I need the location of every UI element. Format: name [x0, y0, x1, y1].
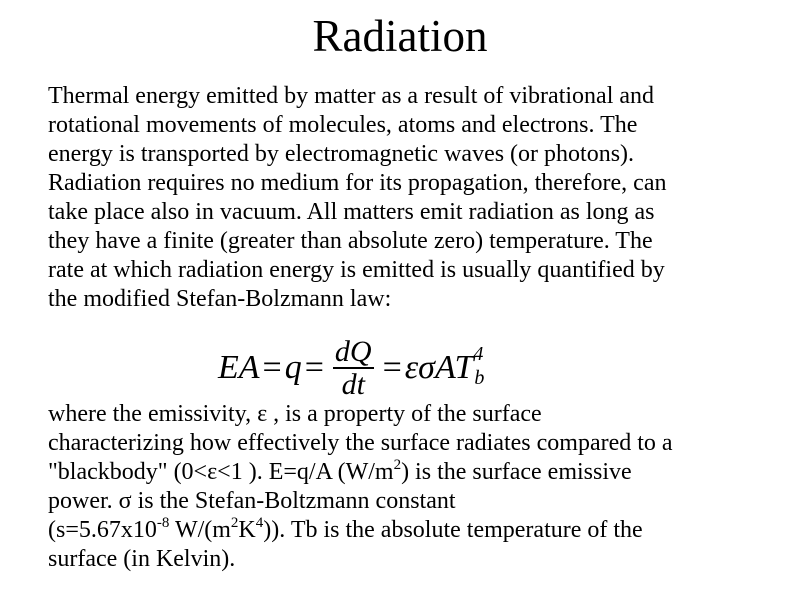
- text-line: Thermal energy emitted by matter as a result of vibrational and: [48, 83, 655, 109]
- eq-rhs-main: εσAT: [404, 349, 474, 386]
- eq-subscript: b: [474, 367, 485, 389]
- text-line: characterizing how effectively the surface radiates compared to a: [48, 430, 673, 456]
- eq-lhs: EA: [218, 349, 260, 386]
- text-segment: (s=5.67x10: [48, 517, 157, 543]
- stefan-boltzmann-equation: [218, 333, 483, 403]
- eq-equals: =: [262, 349, 282, 386]
- text-line: [48, 458, 768, 487]
- eq-equals: =: [382, 349, 402, 386]
- text-line: the modified Stefan-Bolzmann law:: [48, 286, 392, 312]
- text-line: rate at which radiation energy is emitted is usually quantified by: [48, 257, 665, 283]
- text-line: take place also in vacuum. All matters emit radiation as long as: [48, 199, 655, 225]
- text-line: power. σ is the Stefan-Boltzmann constant: [48, 488, 456, 514]
- text-line: energy is transported by electromagnetic waves (or photons).: [48, 141, 635, 167]
- fraction-denominator: dt: [341, 368, 365, 401]
- text-segment: W/(m: [169, 517, 231, 543]
- slide-title: Radiation: [312, 11, 488, 61]
- text-segment: K: [238, 517, 256, 543]
- superscript: 2: [393, 457, 402, 473]
- intro-paragraph: [48, 82, 768, 314]
- eq-q: q: [284, 349, 302, 386]
- text-segment: ) is the surface emissive: [401, 459, 632, 485]
- superscript: -8: [156, 515, 170, 531]
- fraction-numerator: dQ: [334, 335, 372, 368]
- text-segment: )). Tb is the absolute temperature of the: [263, 517, 643, 543]
- eq-fraction: [333, 336, 374, 400]
- eq-rhs: [404, 343, 485, 389]
- eq-equals: =: [304, 349, 324, 386]
- text-line: [48, 516, 768, 545]
- explanation-paragraph: [48, 400, 768, 574]
- text-segment: "blackbody" (0<ε<1 ). E=q/A (W/m: [48, 459, 394, 485]
- superscript: 4: [255, 515, 264, 531]
- text-line: rotational movements of molecules, atoms and electrons. The: [48, 112, 638, 138]
- superscript: 2: [230, 515, 239, 531]
- text-line: Radiation requires no medium for its propagation, therefore, can: [48, 170, 667, 196]
- text-line: they have a finite (greater than absolute zero) temperature. The: [48, 228, 653, 254]
- eq-superscript: 4: [473, 343, 484, 365]
- text-line: where the emissivity, ε , is a property of the surface: [48, 401, 542, 427]
- text-line: surface (in Kelvin).: [48, 546, 236, 572]
